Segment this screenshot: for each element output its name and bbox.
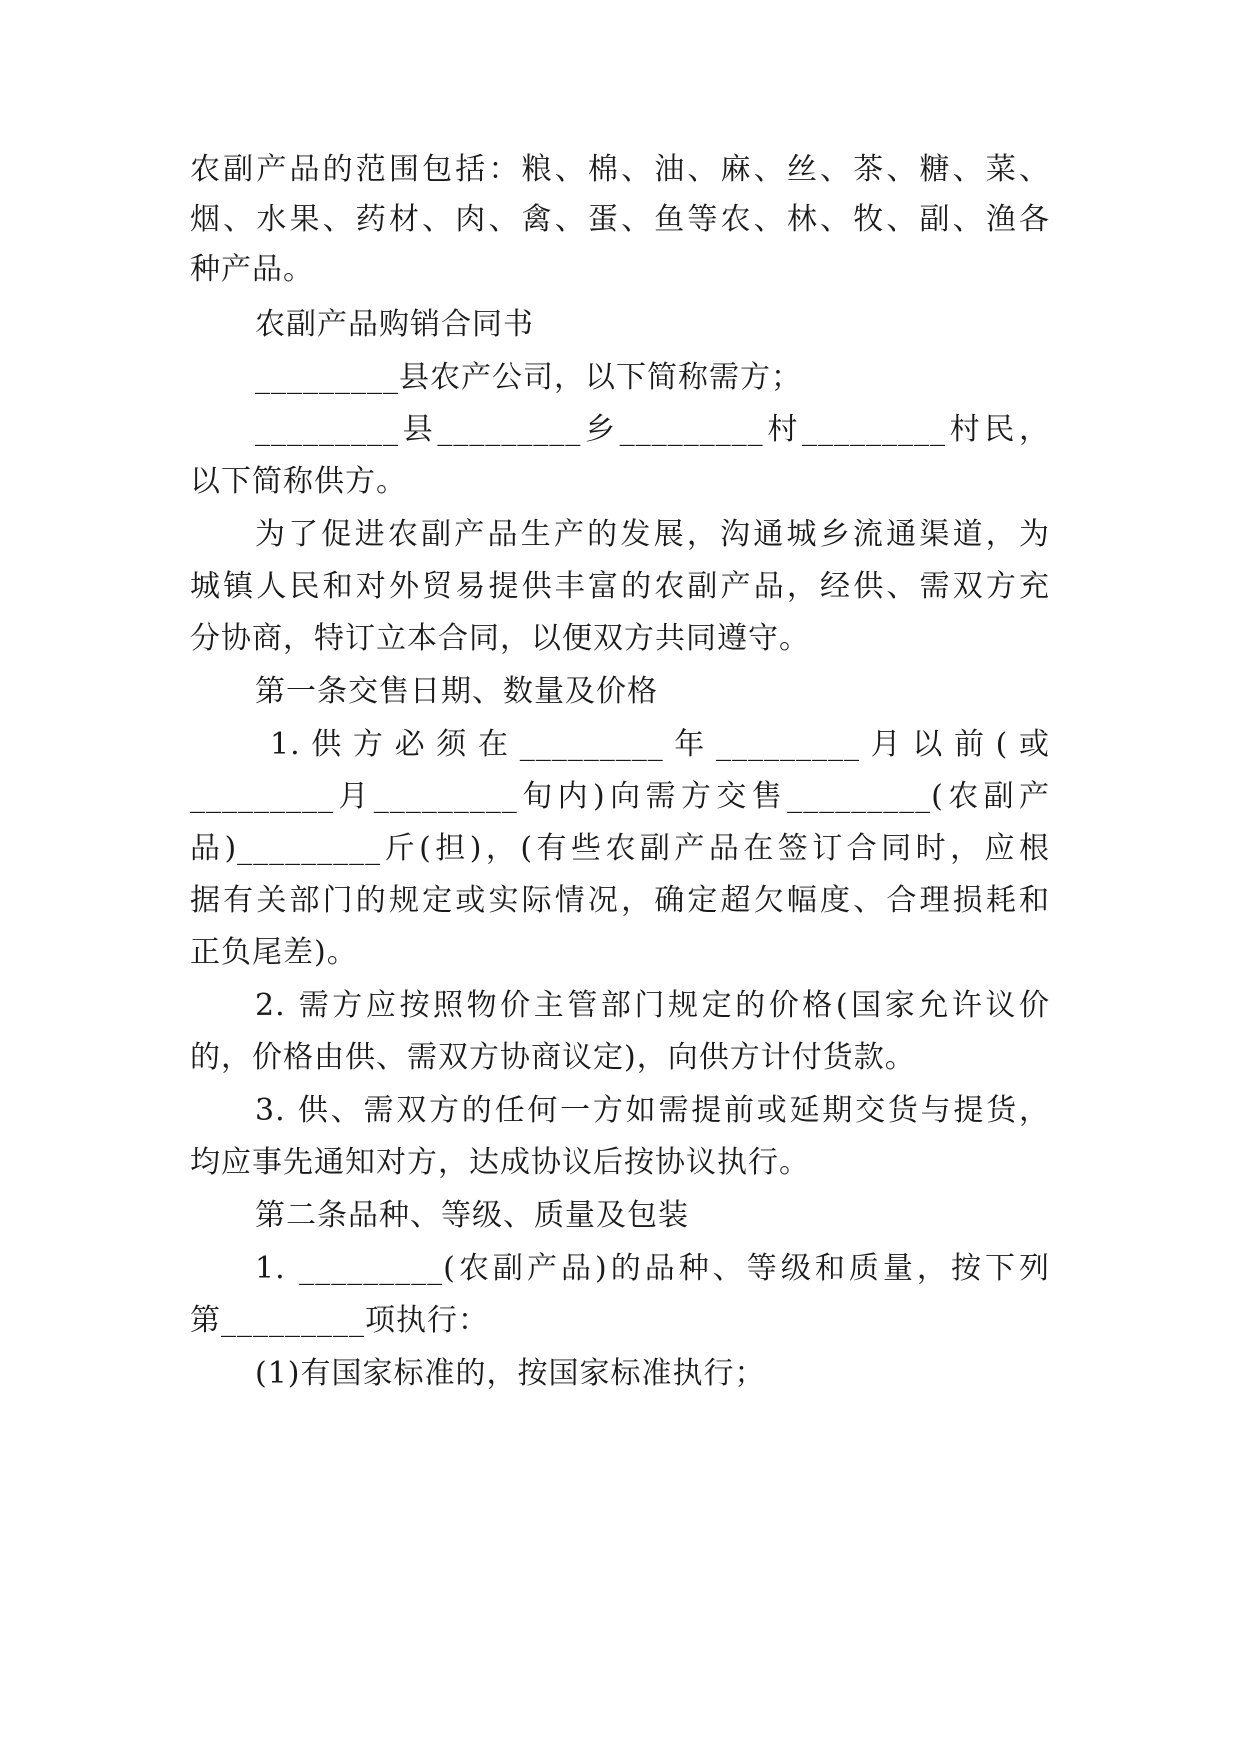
clause-line: 均应事先通知对方，达成协议后按协议执行。 bbox=[190, 1145, 810, 1180]
section-heading: 第二条品种、等级、质量及包装 bbox=[255, 1198, 689, 1233]
seller-line: _________县_________乡_________村_________村民， bbox=[255, 412, 1050, 447]
paragraph-line: 为了促进农副产品生产的发展，沟通城乡流通渠道，为 bbox=[255, 517, 1050, 552]
clause-line: 正负尾差)。 bbox=[190, 935, 358, 970]
paragraph-line: 以下简称供方。 bbox=[190, 464, 407, 499]
clause-line: 3. 供、需双方的任何一方如需提前或延期交货与提货， bbox=[255, 1093, 1050, 1128]
clause-line: 1. 供 方 必 须 在 _________ 年 _________ 月 以 前 ( 或 bbox=[270, 727, 1050, 762]
paragraph-line: 农副产品的范围包括：粮、棉、油、麻、丝、茶、糖、菜、 bbox=[190, 152, 1050, 187]
clause-line: 2. 需方应按照物价主管部门规定的价格(国家允许议价 bbox=[255, 988, 1050, 1023]
contract-title: 农副产品购销合同书 bbox=[255, 307, 534, 342]
clause-line: 的，价格由供、需双方协商议定)，向供方计付货款。 bbox=[190, 1040, 916, 1075]
buyer-line: _________县农产公司，以下简称需方； bbox=[255, 360, 802, 395]
clause-line: 1. _________(农副产品)的品种、等级和质量，按下列 bbox=[255, 1251, 1050, 1286]
clause-line: _________月_________旬内)向需方交售_________(农副产 bbox=[190, 779, 1050, 814]
paragraph-line: 城镇人民和对外贸易提供丰富的农副产品，经供、需双方充 bbox=[190, 569, 1050, 604]
clause-line: (1)有国家标准的，按国家标准执行； bbox=[255, 1356, 766, 1391]
clause-line: 据有关部门的规定或实际情况，确定超欠幅度、合理损耗和 bbox=[190, 883, 1050, 918]
paragraph-line: 烟、水果、药材、肉、禽、蛋、鱼等农、林、牧、副、渔各 bbox=[190, 202, 1050, 237]
section-heading: 第一条交售日期、数量及价格 bbox=[255, 674, 658, 709]
clause-line: 品)_________斤(担)，(有些农副产品在签订合同时，应根 bbox=[190, 831, 1050, 866]
paragraph-line: 种产品。 bbox=[190, 252, 314, 287]
paragraph-line: 分协商，特订立本合同，以便双方共同遵守。 bbox=[190, 621, 810, 656]
clause-line: 第_________项执行： bbox=[190, 1303, 489, 1338]
